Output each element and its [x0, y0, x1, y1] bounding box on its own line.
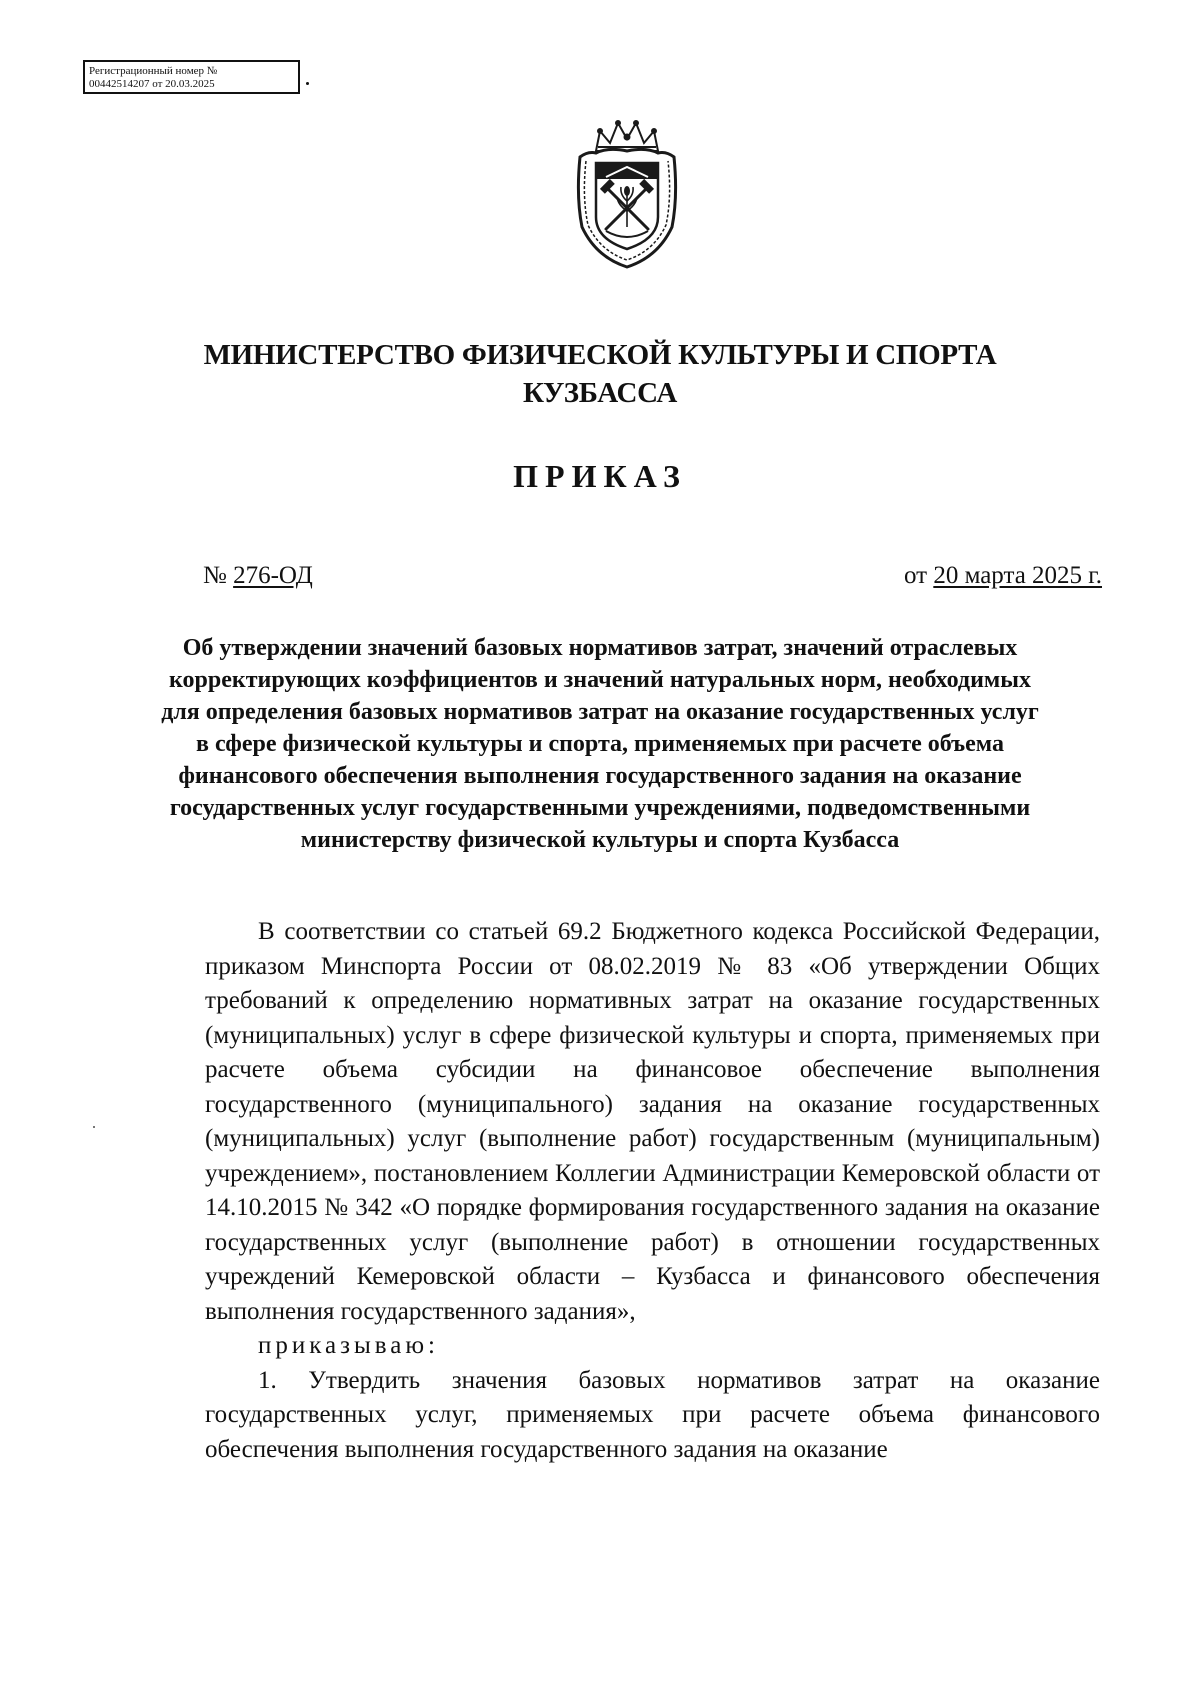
order-number — [203, 562, 313, 590]
coat-of-arms-icon — [566, 117, 688, 269]
order-date — [904, 562, 1102, 590]
order-number-value: 276-ОД — [233, 562, 313, 589]
document-type-title: ПРИКАЗ — [513, 458, 687, 494]
ministry-name — [120, 336, 1080, 412]
ministry-name-line-2: КУЗБАССА — [523, 377, 677, 409]
order-body — [205, 915, 1100, 1467]
registration-stamp — [83, 60, 300, 94]
item-1-paragraph: 1. Утвердить значения базовых нормативов затрат на оказание государственных услуг, применяемых при расчете объема финансового обеспечения выполнения государственного задания на оказание — [205, 1366, 1100, 1463]
order-date-value: 20 марта 2025 г. — [933, 562, 1102, 589]
order-number-prefix: № — [203, 562, 227, 589]
preamble-paragraph: В соответствии со статьей 69.2 Бюджетного кодекса Российской Федерации, приказом Минспорта России от 08.02.2019 № 83 «Об утверждении Общих требований к определению нормативных затрат на оказание государственных (муниципальных) услуг в сфере физической культуры и спорта, применяемых при расчете объема субсидии на финансовое обеспечение выполнения государственного (муниципального) задания на оказание государственных (муниципальных) услуг (выполнение работ) государственным (муниципальным) учреждением», постановлением Коллегии Администрации Кемеровской области от 14.10.2015 № 342 «О порядке формирования государственного задания на оказание государственных услуг (выполнение работ) в отношении государственных учреждений Кемеровской области – Кузбасса и финансового обеспечения выполнения государственного задания», — [205, 918, 1100, 1325]
ministry-name-line-1: МИНИСТЕРСТВО ФИЗИЧЕСКОЙ КУЛЬТУРЫ И СПОРТА — [203, 339, 997, 371]
order-subject: Об утверждении значений базовых нормативов затрат, значений отраслевых корректирующих коэффициентов и значений натуральных норм, необходимых для определения базовых нормативов затрат на оказание государственных услуг в сфере физической культуры и спорта, применяемых при расчете объема финансового обеспечения выполнения государственного задания на оказание государственных услуг государственными учреждениями, подведомственными министерству физической культуры и спорта Кузбасса — [161, 635, 1039, 853]
stray-mark — [306, 82, 309, 85]
registration-line-1: Регистрационный номер № — [89, 65, 218, 77]
registration-line-2: 00442514207 от 20.03.2025 — [89, 78, 215, 90]
order-word: приказываю: — [258, 1332, 439, 1359]
stray-mark — [93, 1126, 95, 1128]
order-date-prefix: от — [903, 562, 928, 589]
